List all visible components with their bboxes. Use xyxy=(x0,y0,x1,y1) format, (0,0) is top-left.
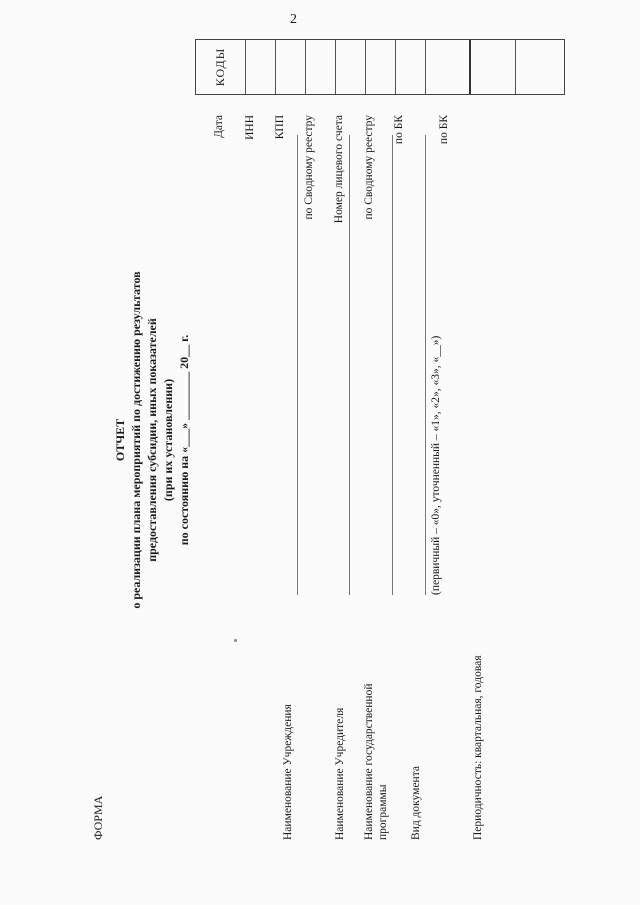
codes-cell-date[interactable] xyxy=(246,40,276,94)
inn-label: ИНН xyxy=(244,115,256,140)
codes-table xyxy=(195,39,565,95)
codes-cell-kpp[interactable] xyxy=(306,40,336,94)
scan-speck xyxy=(234,639,237,642)
institution-label: Наименование Учреждения xyxy=(282,704,294,840)
page-number: 2 xyxy=(290,12,297,27)
registry-label-2: по Сводному реестру xyxy=(363,115,375,220)
kpp-label: КПП xyxy=(274,115,286,140)
doc-type-hint: (первичный – «0», уточненный – «1», «2», «3», «__») xyxy=(430,335,442,595)
account-label: Номер лицевого счета xyxy=(333,115,345,224)
report-subtitle-2: предоставления субсидии, иных показателей xyxy=(145,318,159,562)
codes-cell-bk-1[interactable] xyxy=(426,40,471,94)
report-subtitle-3: (при их установлении) xyxy=(161,378,175,502)
codes-cell-registry-1[interactable] xyxy=(336,40,366,94)
codes-cell-account[interactable] xyxy=(366,40,396,94)
report-title-block xyxy=(112,160,192,720)
registry-label-1: по Сводному реестру xyxy=(303,115,315,220)
rotated-form xyxy=(20,20,620,880)
institution-fill-line xyxy=(297,135,298,595)
codes-header: КОДЫ xyxy=(196,40,246,94)
codes-cell-inn[interactable] xyxy=(276,40,306,94)
report-subtitle-1: о реализации плана мероприятий по достижению результатов xyxy=(129,271,143,609)
doc-type-label: Вид документа xyxy=(410,766,422,840)
codes-cell-empty[interactable] xyxy=(516,40,546,94)
program-label-line2: программы xyxy=(377,784,389,840)
report-title: ОТЧЕТ xyxy=(113,418,127,462)
bk-label-2: по БК xyxy=(438,115,450,145)
form-label: ФОРМА xyxy=(91,795,105,840)
program-fill-line xyxy=(392,135,393,595)
founder-fill-line xyxy=(349,135,350,595)
date-label: Дата xyxy=(213,115,225,138)
periodicity-label: Периодичность: квартальная, годовая xyxy=(472,655,484,840)
bk-label-1: по БК xyxy=(393,115,405,145)
codes-cell-bk-2[interactable] xyxy=(471,40,516,94)
codes-cell-registry-2[interactable] xyxy=(396,40,426,94)
program-label-line1: Наименование государственной xyxy=(363,683,375,840)
founder-label: Наименование Учредителя xyxy=(334,707,346,840)
doc-type-fill-line xyxy=(425,135,426,595)
report-date-line: по состоянию на «___» ________ 20__ г. xyxy=(177,334,191,546)
